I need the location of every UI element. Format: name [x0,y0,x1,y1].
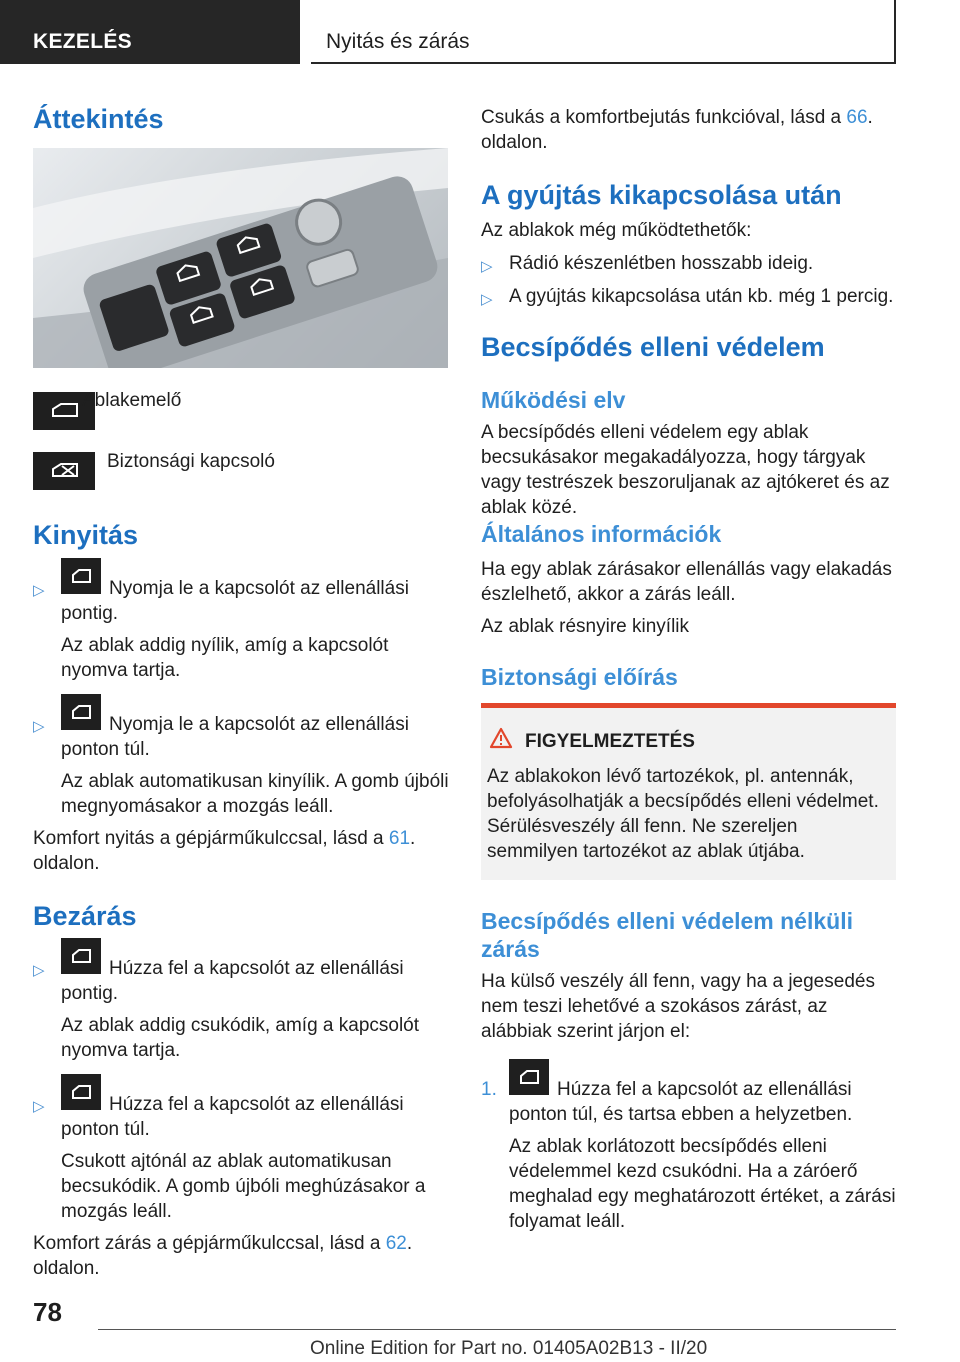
heading-close-without-protection: Becsípődés elleni védelem nélküli zárás [481,908,853,962]
open-step1-result: Az ablak addig nyílik, amíg a kapcsolót nyomva tartja. [61,635,389,681]
heading-safety-note: Biztonsági előírás [481,664,678,690]
safety-switch-icon [33,452,95,490]
heading-principle: Működési elv [481,387,626,413]
principle-text: A becsípődés elleni védelem egy ablak becsukásakor megakadályozza, hogy tárgyak vagy testrészek beszoruljanak az ajtókeret és az ablak közé. [481,422,890,518]
general-info-text-2: Az ablak résnyire kinyílik [481,616,690,637]
warning-triangle-icon [489,727,513,756]
step1-text: Húzza fel a kapcsolót az ellenállási ponton túl, és tartsa ebben a helyzetben. [509,1079,853,1125]
page-link-66[interactable]: 66 [846,107,868,128]
comfort-entry-text: Csukás a komfortbejutás funkcióval, lásd a 66. oldalon. [481,107,873,153]
bullet-marker: ▷ [33,582,45,599]
legend-safety-switch: Biztonsági kapcsoló [107,451,275,472]
legend-window-lifter: Ablakemelő [82,390,182,411]
bullet-marker: ▷ [481,291,493,308]
page-number: 78 [33,1297,62,1327]
heading-overview: Áttekintés [33,104,164,134]
heading-general-info: Általános információk [481,521,722,547]
comfort-close-text: Komfort zárás a gépjárműkulccsal, lásd a 62. oldalon. [33,1233,413,1279]
close-step1-text: Húzza fel a kapcsolót az ellenállási pontig. [61,958,404,1004]
close-without-protection-text: Ha külső veszély áll fenn, vagy ha a jegesedés nem teszi lehetővé a szokásos zárást, az alábbiak szerint járjon el: [481,971,875,1042]
page-link-62[interactable]: 62 [385,1233,407,1254]
after-ignition-bullet-1: Rádió készenlétben hosszabb ideig. [509,253,814,274]
footer-divider [98,1329,896,1330]
open-step2-text: Nyomja le a kapcsolót az ellenállási ponton túl. [61,714,409,760]
page-link-61[interactable]: 61 [388,828,411,849]
warning-text: Az ablakokon lévő tartozékok, pl. antennák, befolyásolhatják a becsípődés elleni védelmet. Sérülésveszély áll fenn. Ne szereljen semmilyen tartozékot az ablak útjába. [487,766,879,862]
close-step1-result: Az ablak addig csukódik, amíg a kapcsolót nyomva tartja. [61,1015,420,1061]
after-ignition-intro: Az ablakok még működtethetők: [481,220,752,241]
step-number: 1. [481,1079,497,1100]
after-ignition-bullet-2: A gyújtás kikapcsolása után kb. még 1 percig. [509,286,894,307]
header-chapter: Nyitás és zárás [311,0,896,64]
header-section: KEZELÉS [0,0,300,64]
step1-result: Az ablak korlátozott becsípődés elleni védelemmel kezd csukódni. Ha a záróerő meghalad egy meghatározott értéket, a zárási folyamat leáll. [509,1136,896,1232]
close-step2-text: Húzza fel a kapcsolót az ellenállási ponton túl. [61,1094,404,1140]
open-step1-text: Nyomja le a kapcsolót az ellenállási pontig. [61,578,409,624]
comfort-open-text: Komfort nyitás a gépjárműkulccsal, lásd a 61. oldalon. [33,828,416,874]
heading-close: Bezárás [33,901,137,931]
bullet-marker: ▷ [33,962,45,979]
bullet-marker: ▷ [481,258,493,275]
open-step2-result: Az ablak automatikusan kinyílik. A gomb újbóli megnyomásakor a mozgás leáll. [61,771,449,817]
heading-open: Kinyitás [33,520,139,550]
footer-edition: Online Edition for Part no. 01405A02B13 - II/20 [310,1338,708,1359]
window-switch-illustration [33,148,448,368]
close-step2-result: Csukott ajtónál az ablak automatikusan becsukódik. A gomb újbóli meghúzásakor a mozgás leáll. [61,1151,426,1222]
window-switch-photo [33,148,448,368]
heading-after-ignition: A gyújtás kikapcsolása után [481,180,842,210]
general-info-text: Ha egy ablak zárásakor ellenállás vagy elakadás észlelhető, akkor a zárás leáll. [481,559,892,605]
bullet-marker: ▷ [33,1098,45,1115]
heading-pinch-protection: Becsípődés elleni védelem [481,332,825,362]
bullet-marker: ▷ [33,718,45,735]
warning-title: FIGYELMEZTETÉS [525,731,695,752]
